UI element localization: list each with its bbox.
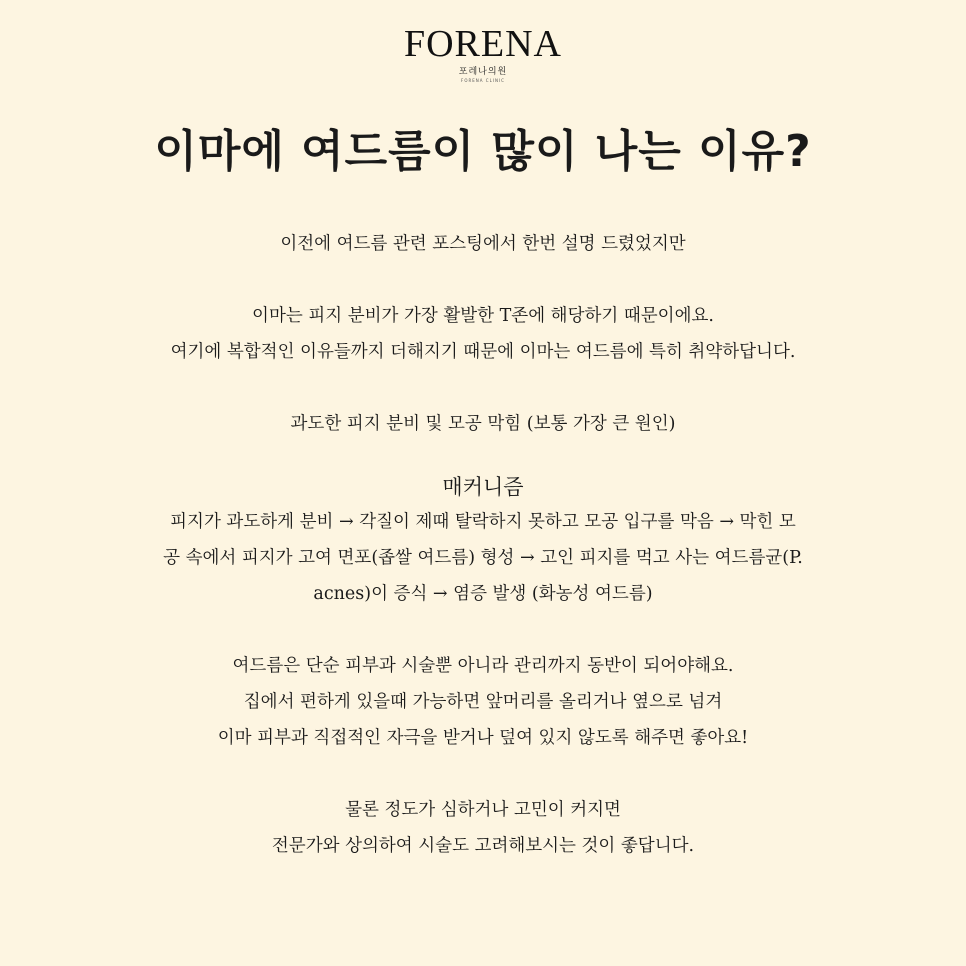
- care-line: 이마 피부과 직접적인 자극을 받거나 덮여 있지 않도록 해주면 좋아요!: [217, 728, 749, 748]
- spacer: [60, 612, 906, 648]
- logo-korean-name: 포레나의원: [458, 67, 508, 77]
- spacer: [60, 756, 906, 792]
- reason-line: 이마는 피지 분비가 가장 활발한 T존에 해당하기 때문이에요.: [252, 306, 714, 326]
- logo: [0, 24, 966, 84]
- mechanism-line: 공 속에서 피지가 고여 면포(좁쌀 여드름) 형성 → 고인 피지를 먹고 사는 여드름균(P.: [163, 548, 803, 568]
- spacer: [60, 442, 906, 470]
- logo-wordmark: FORENA: [403, 23, 563, 65]
- intro-line: 이전에 여드름 관련 포스팅에서 한번 설명 드렸었지만: [280, 234, 686, 254]
- care-line: 여드름은 단순 피부과 시술뿐 아니라 관리까지 동반이 되어야해요.: [232, 656, 734, 676]
- mechanism-line: acnes)이 증식 → 염증 발생 (화농성 여드름): [313, 584, 653, 604]
- page-title: 이마에 여드름이 많이 나는 이유?: [154, 126, 812, 177]
- spacer: [60, 262, 906, 298]
- mechanism-line: 피지가 과도하게 분비 → 각질이 제때 탈락하지 못하고 모공 입구를 막음 → 막힌 모: [170, 512, 796, 532]
- logo-tagline: FORENA CLINIC: [461, 78, 505, 83]
- cause-line: 과도한 피지 분비 및 모공 막힘 (보통 가장 큰 원인): [290, 414, 676, 434]
- closing-line: 물론 정도가 심하거나 고민이 커지면: [345, 800, 621, 820]
- mechanism-heading: 매커니즘: [442, 475, 524, 499]
- closing-line: 전문가와 상의하여 시술도 고려해보시는 것이 좋답니다.: [271, 836, 695, 856]
- reason-line: 여기에 복합적인 이유들까지 더해지기 때문에 이마는 여드름에 특히 취약하답니다.: [170, 342, 796, 362]
- spacer: [60, 370, 906, 406]
- care-line: 집에서 편하게 있을때 가능하면 앞머리를 올리거나 옆으로 넘겨: [243, 692, 723, 712]
- body-text: [60, 226, 906, 864]
